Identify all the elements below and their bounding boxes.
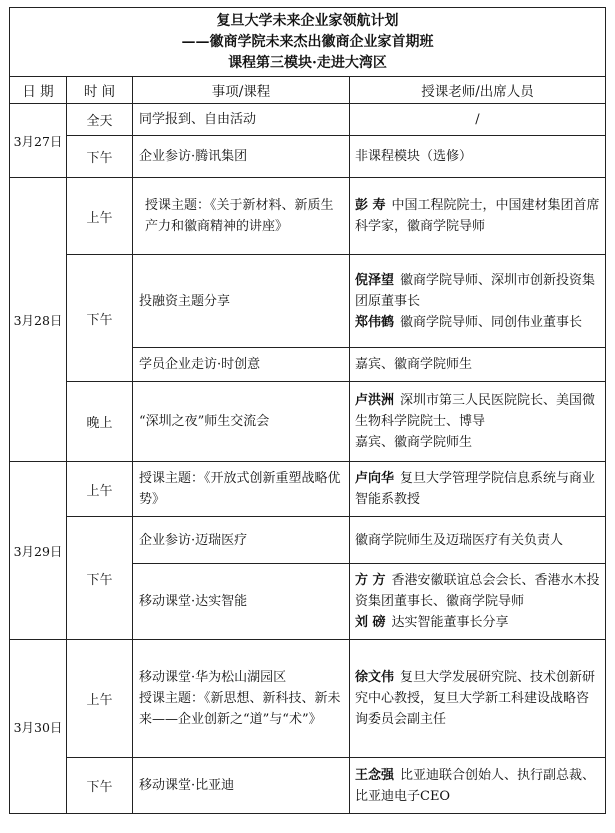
teacher-desc: 达实智能董事长分享 (391, 615, 509, 630)
teacher-cell: 嘉宾、徽商学院师生 (350, 348, 606, 382)
teacher-name: 徐文伟 (355, 670, 395, 685)
teacher-desc: 徽商学院导师、深圳市创新投资集团原董事长 (355, 272, 596, 309)
teacher-name: 卢洪洲 (355, 393, 395, 408)
table-row (10, 255, 606, 348)
course-cell: 授课主题：《开放式创新重塑战略优势》 (133, 462, 350, 517)
teacher-name: 刘 磅 (355, 615, 386, 630)
course-cell: 授课主题：《关于新材料、新质生产力和徽商精神的讲座》 (133, 178, 350, 255)
course-line: 移动课堂·华为松山湖园区 (139, 670, 287, 685)
teacher-desc: 徽商学院导师、同创伟业董事长 (400, 314, 583, 330)
teacher-name: 彭 寿 (355, 198, 386, 213)
teacher-desc: 深圳市第三人民医院院长、美国微生物科学院院士、博导 (355, 393, 596, 429)
teacher-desc: 复旦大学发展研究院、技术创新研究中心教授，复旦大学新工科建设战略咨询委员会副主任 (355, 670, 596, 727)
teacher-cell: 非课程模块（选修） (350, 136, 606, 178)
course-line: 授课主题：《新思想、新科技、新未来——企业创新之“道”与“术”》 (139, 691, 341, 727)
header-time: 时 间 (67, 77, 133, 104)
teacher-desc: 复旦大学管理学院信息系统与商业智能系教授 (355, 471, 596, 507)
table-row (10, 517, 606, 564)
course-cell: 同学报到、自由活动 (133, 104, 350, 136)
course-cell: 投融资主题分享 (133, 255, 350, 348)
time-cell: 下午 (67, 758, 133, 814)
teacher-desc: 香港安徽联谊总会会长、香港水木投资集团董事长、徽商学院导师 (355, 573, 600, 609)
time-cell: 下午 (67, 517, 133, 640)
teacher-name: 倪泽望 (355, 272, 395, 288)
date-cell: 3月30日 (10, 640, 67, 814)
course-cell: 企业参访·迈瑞医疗 (133, 517, 350, 564)
time-cell: 晚上 (67, 382, 133, 462)
teacher-desc: 比亚迪联合创始人、执行副总裁、比亚迪电子CEO (355, 767, 596, 804)
teacher-desc: 中国工程院院士，中国建材集团首席科学家，徽商学院导师 (355, 198, 600, 234)
course-cell: 移动课堂·比亚迪 (133, 758, 350, 814)
course-cell: 移动课堂·达实智能 (133, 564, 350, 640)
schedule-table (9, 7, 606, 814)
table-row (10, 104, 606, 136)
teacher-cell (350, 255, 606, 348)
date-cell: 3月28日 (10, 178, 67, 462)
table-row (10, 178, 606, 255)
teacher-extra: 嘉宾、徽商学院师生 (355, 435, 473, 450)
table-row (10, 758, 606, 814)
table-row (10, 136, 606, 178)
table-row (10, 640, 606, 758)
time-cell: 上午 (67, 462, 133, 517)
time-cell: 下午 (67, 255, 133, 382)
teacher-cell (350, 462, 606, 517)
header-course: 事项/课程 (133, 77, 350, 104)
teacher-cell (350, 382, 606, 462)
document-title (10, 8, 606, 77)
header-teacher: 授课老师/出席人员 (350, 77, 606, 104)
time-cell: 上午 (67, 640, 133, 758)
table-row (10, 462, 606, 517)
date-cell: 3月27日 (10, 104, 67, 178)
teacher-cell: / (350, 104, 606, 136)
teacher-cell (350, 178, 606, 255)
title-line-3: 课程第三模块·走进大湾区 (228, 55, 387, 71)
teacher-name: 王念强 (355, 767, 395, 783)
teacher-cell (350, 758, 606, 814)
time-cell: 上午 (67, 178, 133, 255)
time-cell: 下午 (67, 136, 133, 178)
course-cell: 学员企业走访·时创意 (133, 348, 350, 382)
date-cell: 3月29日 (10, 462, 67, 640)
teacher-name: 方 方 (355, 573, 386, 588)
title-line-2: ——徽商学院未来杰出徽商企业家首期班 (181, 34, 434, 50)
title-line-1: 复旦大学未来企业家领航计划 (216, 13, 399, 29)
header-row (10, 77, 606, 104)
teacher-name: 郑伟鹤 (355, 314, 395, 330)
course-cell (133, 640, 350, 758)
course-cell: 企业参访·腾讯集团 (133, 136, 350, 178)
teacher-cell (350, 564, 606, 640)
teacher-cell: 徽商学院师生及迈瑞医疗有关负责人 (350, 517, 606, 564)
time-cell: 全天 (67, 104, 133, 136)
title-row (10, 8, 606, 77)
teacher-cell (350, 640, 606, 758)
header-date: 日 期 (10, 77, 67, 104)
course-cell: “深圳之夜”师生交流会 (133, 382, 350, 462)
teacher-name: 卢向华 (355, 471, 395, 486)
table-row (10, 382, 606, 462)
